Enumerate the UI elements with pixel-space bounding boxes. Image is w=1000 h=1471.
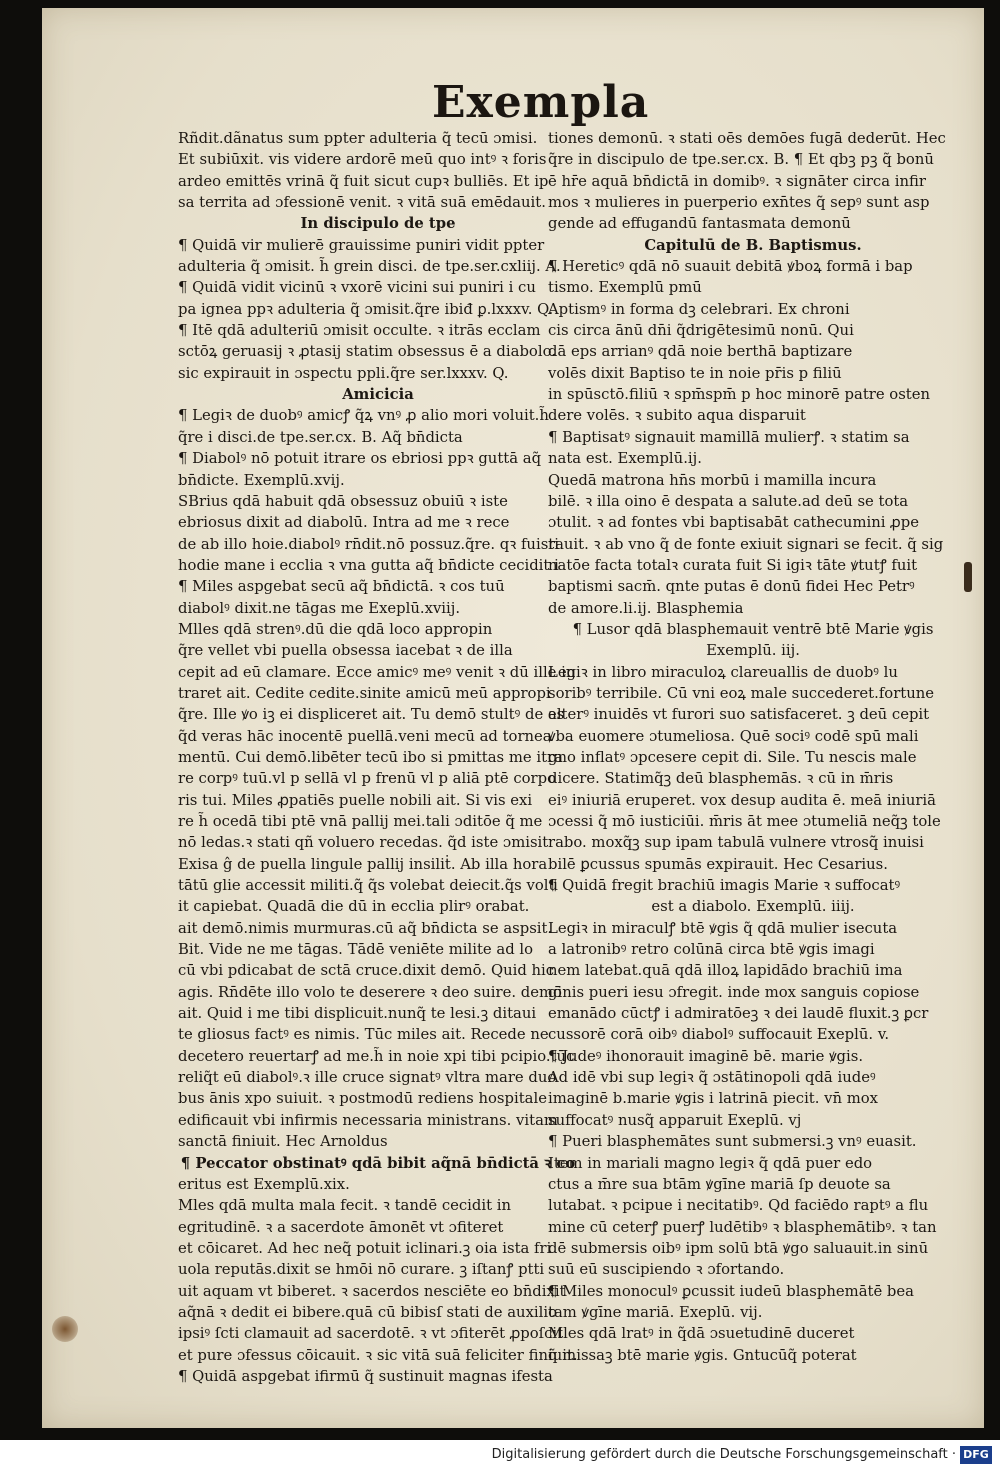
text-line: eritus est Exemplū.xix. — [178, 1175, 350, 1193]
text-line: gno inflatꝰ ɔpcesere cepit di. Sile. Tu nescis male — [548, 748, 917, 766]
text-line: q̃re. Ille ꝟo iꝫ ei displiceret ait. Tu demō stultꝰ de es — [178, 706, 565, 724]
text-line: ¶ Quidā vidit vicinū ꝛ vxorē vicini sui puniri i cu — [178, 279, 536, 297]
text-line: de amore.li.ij. Blasphemia — [548, 599, 744, 617]
text-line: tiones demonū. ꝛ stati oēs demōes fugā dederūt. Hec — [548, 130, 946, 147]
text-line: ¶ Peccator obstinatꝰ qdā bibit aq̃nā bn̄dictā ꝛ co — [180, 1154, 576, 1172]
text-line: it capiebat. Quadā die dū in ecclia plirꝰ orabat. — [178, 898, 530, 916]
text-line: dere volēs. ꝛ subito aqua disparuit — [548, 407, 806, 425]
text-line: Bit. Vide ne me tāgas. Tādē veniēte milite ad lo — [178, 941, 534, 959]
text-line: Ad idē vbi sup legiꝛ q̃ ɔstātinopoli qdā iudeꝰ — [548, 1069, 876, 1087]
text-line: ait demō.nimis murmuras.cū aq̃ bn̄dicta se aspsit. — [178, 919, 553, 937]
text-line: baptismi sacm̄. qnte putas ē donū fidei Hec Petrꝰ — [548, 578, 915, 596]
text-line: te gliosus factꝰ es nimis. Tūc miles ait. Recede ne — [178, 1026, 549, 1044]
text-line: hodie mane i ecclia ꝛ vna gutta aq̃ bn̄dicte cecidit i — [178, 556, 559, 574]
text-line: suū eū suscipiendo ꝛ ɔfortando. — [548, 1261, 785, 1279]
text-line: uit aquam vt biberet. ꝛ sacerdos nesciēte eo bn̄dixit — [178, 1282, 566, 1300]
text-line: reliq̃t eū diabolꝰ.ꝛ ille cruce signatꝰ vltra mare duo — [178, 1069, 557, 1087]
text-line: ¶ Baptisatꝰ signauit mamillā mulierꝭ. ꝛ statim sa — [548, 428, 910, 446]
paper-stain — [52, 1316, 78, 1342]
text-line: cis circa ānū dn̄i q̃drigētesimū nonū. Qui — [548, 322, 854, 340]
text-line: edificauit vbi infirmis necessaria ministrans. vitam — [178, 1111, 558, 1129]
dfg-logo: DFG — [960, 1446, 992, 1464]
text-line: Rñdit.dãnatus sum ppter adulteria q̃ tecū ɔmisi. — [178, 130, 538, 147]
text-line: ebriosus dixit ad diabolū. Intra ad me ꝛ rece — [178, 514, 510, 532]
text-line: q̃ missaꝫ btē marie ꝟgis. Gntucūq̃ poterat — [548, 1346, 857, 1364]
text-line: diabolꝰ dixit.ne tāgas me Exeplū.xviij. — [178, 599, 461, 617]
text-line: bus ānis xpo suiuit. ꝛ postmodū rediens hospitale — [178, 1090, 547, 1108]
text-line: Item in mariali magno legiꝛ q̃ qdā puer edo — [548, 1154, 873, 1172]
text-line: natōe facta totalꝛ curata fuit Si igiꝛ tāte ꝟtutꝭ fuit — [548, 556, 918, 574]
text-line: adulteria q̃ ɔmisit. h̃ grein disci. de tpe.ser.cxliij. A. — [178, 258, 561, 276]
text-line: a latronibꝰ retro colūnā circa btē ꝟgis imagi — [548, 941, 875, 959]
text-line: in spūsctō.filiū ꝛ spm̄spm̄ p hoc minorē patre osten — [548, 386, 931, 404]
text-line: Mles qdā multa mala fecit. ꝛ tandē cecidit in — [178, 1197, 512, 1215]
text-line: sic expirauit in ɔspectu ppli.q̃re ser.lxxxv. Q. — [178, 364, 509, 382]
text-line: ¶ Judeꝰ ihonorauit imaginē bē. marie ꝟgis. — [548, 1047, 864, 1065]
text-line: rabo. moxq̃ꝫ sup ipam tabulā vulnere vtrosq̃ inuisi — [548, 834, 924, 852]
text-line: bilē ꝑcussus spumās expirauit. Hec Cesarius. — [548, 855, 888, 873]
text-line: ¶ Miles aspgebat secū aq̃ bn̄dictā. ꝛ cos tuū — [178, 578, 505, 596]
text-line: cepit ad eū clamare. Ecce amicꝰ meꝰ venit ꝛ dū ille in — [178, 663, 576, 681]
text-line: In discipulo de tpe — [300, 215, 456, 233]
text-line: gende ad effugandū fantasmata demonū — [548, 215, 851, 233]
text-line: ¶ Hereticꝰ qdā nō suauit debitā ꝟboꝝ formā i bap — [548, 258, 913, 276]
text-line: mentū. Cui demō.libēter tecū ibo si pmittas me itra — [178, 748, 563, 766]
text-line: sctōꝝ geruasij ꝛ ꝓtasij statim obsessus ē a diabolo. — [178, 343, 556, 361]
text-line: ardeo emittēs vrinā q̃ fuit sicut cupꝛ bulliēs. Et ip — [178, 172, 549, 190]
text-line: ¶ Quidā aspgebat ifirmū q̃ sustinuit magnas ifesta — [178, 1367, 553, 1385]
text-line: soribꝰ terribile. Cū vni eoꝝ male succederet.fortune — [548, 684, 935, 702]
text-line: SBrius qdā habuit qdā obsessuz obuiū ꝛ iste — [178, 492, 508, 510]
text-line: uola reputās.dixit se hmōi nō curare. ꝫ iſtanꝭ ptti — [178, 1261, 545, 1279]
text-line: eiꝰ iniuriā eruperet. vox desup audita ē. meā iniuriā — [548, 791, 936, 809]
footer-bar — [0, 1440, 1000, 1471]
text-line: est a diabolo. Exemplū. iiij. — [651, 898, 855, 916]
text-line: cussorē corā oibꝰ diabolꝰ suffocauit Exeplū. v. — [548, 1026, 890, 1044]
text-line: ¶ Diabolꝰ nō potuit itrare os ebriosi ppꝛ guttā aq̃ — [178, 450, 542, 468]
text-line: egritudinē. ꝛ a sacerdote āmonēt vt ɔfiteret — [178, 1218, 504, 1236]
text-line: Aptismꝰ in forma dꝫ celebrari. Ex chroni — [548, 300, 850, 318]
text-line: Mlles qdā strenꝰ.dū die qdā loco appropin — [178, 620, 493, 638]
text-line: lutabat. ꝛ pcipue i necitatibꝰ. Qd faciēdo raptꝰ a flu — [548, 1197, 929, 1215]
text-line: ¶ Legiꝛ de duobꝰ amicꝭ q̃ꝝ vnꝰ ꝓ alio mori voluit.h̃ — [178, 407, 549, 425]
text-line: tismo. Exemplū pmū — [548, 279, 702, 297]
text-line: nō ledas.ꝛ stati qñ voluero recedas. q̃d iste ɔmisit — [178, 834, 549, 852]
text-line: ɔcessi q̃ mō iusticiūi. m̄ris āt mee ɔtumeliā neq̃ꝫ tole — [548, 813, 941, 830]
text-line: re h̃ ocedā tibi ptē vnā pallij mei.tali ɔditōe q̃ me — [178, 813, 543, 830]
text-line: ris tui. Miles ꝓpatiēs puelle nobili ait. Si vis exi — [178, 791, 533, 809]
text-line: nem latebat.quā qdā illoꝝ lapidādo brachiū ima — [548, 962, 903, 980]
text-line: imaginē b.marie ꝟgis i latrinā piecit. vn̄ mox — [548, 1090, 879, 1108]
left-text-column — [178, 128, 578, 1385]
text-line: et pure ɔfessus cōicauit. ꝛ sic vitā suā feliciter finiuit. — [178, 1346, 578, 1364]
text-line: mos ꝛ mulieres in puerperio exn̄tes q̃ sepꝰ sunt asp — [548, 194, 930, 212]
text-line: emanādo cūctꝭ i admiratōeꝫ ꝛ dei laudē fluxit.ꝫ ꝑcr — [548, 1005, 929, 1023]
text-line: et cōicaret. Ad hec neq̃ potuit iclinari.ꝫ oia ista fri — [178, 1239, 552, 1257]
text-line: ¶ Pueri blasphemātes sunt submersi.ꝫ vnꝰ euasit. — [548, 1133, 917, 1151]
text-line: dā eps arrianꝰ qdā noie berthā baptizare — [548, 343, 853, 361]
text-line: nata est. Exemplū.ij. — [548, 450, 702, 468]
text-line: de ab illo hoie.diabolꝰ rn̄dit.nō possuz.q̃re. qꝛ fuisti — [178, 535, 559, 553]
text-line: suffocatꝰ nusq̃ apparuit Exeplū. vj — [548, 1111, 802, 1129]
text-line: Exemplū. iij. — [706, 642, 800, 660]
paper-mark — [964, 562, 972, 592]
text-line: re corpꝰ tuū.vl p sellā vl p frenū vl p aliā ptē corpo — [178, 770, 557, 788]
text-line: dē submersis oibꝰ ipm solū btā ꝟgo saluauit.in sinū — [548, 1239, 929, 1257]
text-line: ctus a m̄re sua btām ꝟgīne mariā ſp deuote sa — [548, 1175, 891, 1193]
text-line: aq̃nā ꝛ dedit ei bibere.quā cū bibisſ stati de auxilio — [178, 1303, 558, 1321]
right-text-column — [548, 128, 958, 1364]
text-line: ē hr̄e aquā bn̄dictā in domibꝰ. ꝛ signāter circa infir — [548, 172, 926, 190]
text-line: Amicicia — [342, 386, 414, 404]
text-line: rauit. ꝛ ab vno q̃ de fonte exiuit signari se fecit. q̃ sig — [548, 535, 944, 553]
text-line: q̃d veras hāc inocentē puellā.veni mecū ad tornea — [178, 727, 552, 745]
text-line: ¶ Quidā vir mulierē grauissime puniri vidit ppter — [178, 236, 545, 254]
text-line: pa ignea ppꝛ adulteria q̃ ɔmisit.q̃re ibiđ ꝑ.lxxxv. Q. — [178, 300, 554, 318]
text-line: Legiꝛ in miraculꝭ btē ꝟgis q̃ qdā mulier isecuta — [548, 919, 898, 937]
text-line: Quedā matrona hn̄s morbū i mamilla incura — [548, 471, 877, 489]
text-line: tātū glie accessit militi.q̃ q̃s volebat deiecit.q̃s volu — [178, 877, 559, 895]
text-line: Exisa ĝ de puella lingule pallij insiliṫ. Ab illa hora — [178, 855, 548, 873]
text-line: alterꝰ inuidēs vt furori suo satisfaceret. ꝫ deū cepit — [548, 706, 930, 724]
funding-credit: Digitalisierung gefördert durch die Deutsche Forschungsgemeinschaft · — [491, 1447, 956, 1462]
page-heading: Exempla — [432, 77, 650, 128]
text-line: Mles qdā lratꝰ in q̃dā ɔsuetudinē duceret — [548, 1325, 855, 1343]
text-line: agis. Rn̄dēte illo volo te deserere ꝛ deo suire. demō — [178, 983, 562, 1001]
text-line: ¶ Lusor qdā blasphemauit ventrē btē Marie ꝟgis — [572, 620, 934, 638]
text-line: Legiꝛ in libro miraculoꝝ clareuallis de duobꝰ lu — [548, 663, 898, 681]
text-line: ꝟba euomere ɔtumeliosa. Quē sociꝰ codē spū mali — [548, 727, 919, 745]
text-line: q̃re i disci.de tpe.ser.cx. B. Aq̃ bn̄dicta — [178, 428, 463, 446]
text-line: sa territa ad ɔfessionē venit. ꝛ vitā suā emēdauit. — [178, 194, 546, 212]
text-line: ipsiꝰ ſcti clamauit ad sacerdotē. ꝛ vt ɔfiterēt ꝓpoſcit — [178, 1325, 564, 1343]
text-line: q̃re in discipulo de tpe.ser.cx. B. ¶ Et qbꝫ pꝫ q̃ bonū — [548, 151, 934, 169]
text-line: ɔtulit. ꝛ ad fontes vbi baptisabāt cathecumini ꝓpe — [548, 514, 919, 532]
text-line: ¶ Itē qdā adulteriū ɔmisit occulte. ꝛ itrās ecclam — [178, 322, 541, 340]
text-line: cū vbi pdicabat de sctā cruce.dixit demō. Quid hic — [178, 962, 555, 980]
text-line: bn̄dicte. Exemplū.xvij. — [178, 471, 345, 489]
text-line: q̃re vellet vbi puella obsessa iacebat ꝛ de illa — [178, 642, 513, 660]
text-line: bilē. ꝛ illa oino ē despata a salute.ad deū se tota — [548, 492, 909, 510]
text-line: sanctā finiuit. Hec Arnoldus — [178, 1133, 388, 1151]
text-line: Capitulū de B. Baptismus. — [644, 236, 862, 254]
text-line: traret ait. Cedite cedite.sinite amicū meū appropi — [178, 684, 551, 702]
text-line: mine cū ceterꝭ puerꝭ ludētibꝰ ꝛ blasphemātibꝰ. ꝛ tan — [548, 1218, 937, 1236]
text-line: tam ꝟgīne mariā. Exeplū. vij. — [548, 1303, 763, 1321]
text-line: dicere. Statimq̃ꝫ deū blasphemās. ꝛ cū in m̄ris — [548, 770, 894, 788]
text-line: decetero reuertarꝭ ad me.h̃ in noie xpi tibi pcipio.tūc — [178, 1047, 575, 1065]
text-line: ginis pueri iesu ɔfregit. inde mox sanguis copiose — [548, 983, 920, 1001]
text-line: volēs dixit Baptiso te in noie pr̄is p filiū — [548, 364, 842, 382]
text-line: ait. Quid i me tibi displicuit.nunq̃ te lesi.ꝫ ditaui — [178, 1005, 537, 1023]
text-line: ¶ Miles monoculꝰ ꝑcussit iudeū blasphemātē bea — [548, 1282, 914, 1300]
text-line: Et subiūxit. vis videre ardorē meū quo intꝰ ꝛ foris — [178, 151, 547, 169]
text-line: ¶ Quidā fregit brachiū imagis Marie ꝛ suffocatꝰ — [548, 877, 901, 895]
